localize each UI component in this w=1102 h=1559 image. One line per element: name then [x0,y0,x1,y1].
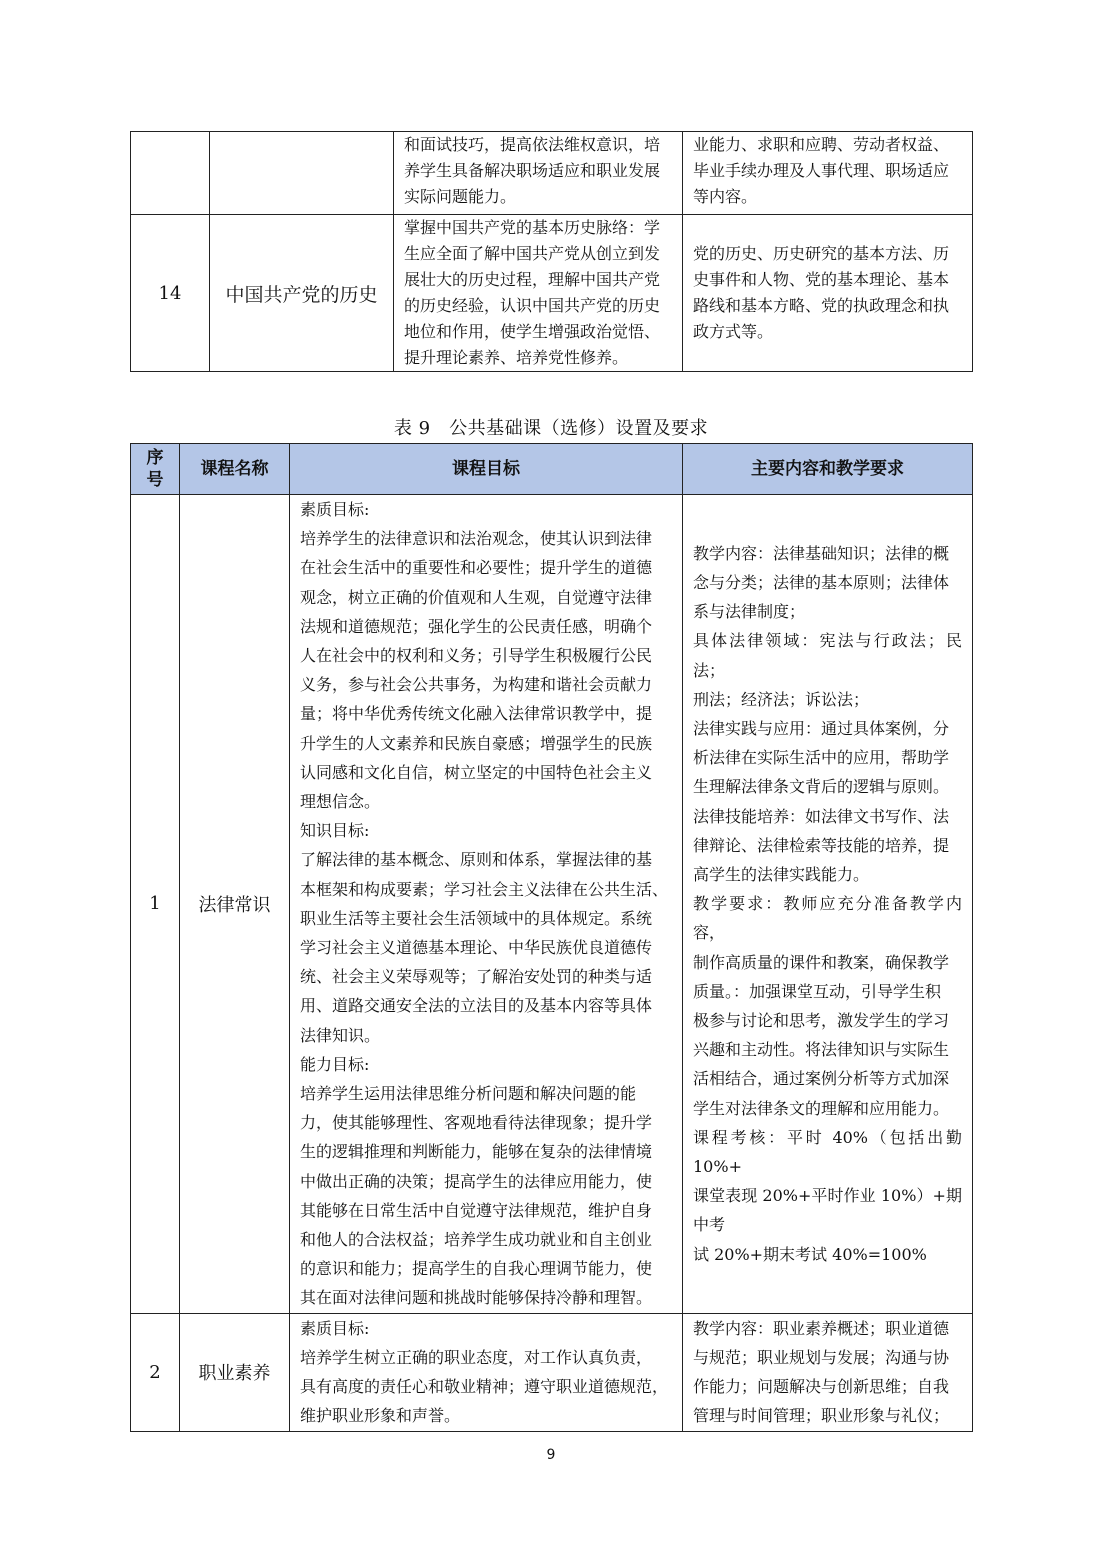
objective-line: 用、道路交通安全法的立法目的及基本内容等具体 [300,996,653,1016]
content-line: 课程考核：平时 40%（包括出勤 10%+ [693,1127,962,1177]
course-name: 中国共产党的历史 [210,215,394,372]
content-line: 作能力；问题解决与创新思维；自我 [693,1377,950,1397]
page-number: 9 [546,1447,556,1463]
content-line: 教学内容：职业素养概述；职业道德 [693,1318,950,1338]
objective-line: 在社会生活中的重要性和必要性；提升学生的道德 [300,558,653,578]
objective-line: 力，使其能够理性、客观地看待法律现象；提升学 [300,1113,653,1133]
objective-line: 维护职业形象和声誉。 [300,1406,461,1426]
content-line: 业能力、求职和应聘、劳动者权益、 [693,135,950,154]
row-number-cell [131,132,210,215]
row-number: 14 [131,215,210,372]
course-objective-cell [290,495,683,1314]
objective-line: 培养学生的法律意识和法治观念，使其认识到法律 [300,529,653,549]
content-line: 教学要求：教师应充分准备教学内容， [693,894,962,943]
content-line: 刑法；经济法；诉讼法； [693,689,870,709]
content-line: 与规范；职业规划与发展；沟通与协 [693,1347,950,1367]
objective-line: 知识目标: [300,821,370,841]
objective-line: 学习社会主义道德基本理论、中华民族优良道德传 [300,938,653,958]
course-content-cell [683,1313,973,1431]
objective-line: 的历史经验，认识中国共产党的历史 [404,296,661,315]
objective-line: 养学生具备解决职场适应和职业发展 [404,161,661,180]
content-line: 等内容。 [693,187,758,206]
content-line: 学生对法律条文的理解和应用能力。 [693,1098,950,1118]
table-caption: 表 9 公共基础课（选修）设置及要求 [393,418,709,439]
content-line: 析法律在实际生活中的应用，帮助学 [693,748,950,768]
objective-line: 培养学生树立正确的职业态度，对工作认真负责， [300,1347,653,1367]
content-line: 路线和基本方略、党的执政理念和执 [693,296,950,315]
content-line: 活相结合，通过案例分析等方式加深 [693,1069,950,1089]
objective-line: 理想信念。 [300,792,381,812]
content-line: 具体法律领域：宪法与行政法；民法； [693,631,962,680]
table-row [131,1313,973,1431]
objective-line: 能力目标: [300,1054,370,1074]
objective-line: 观念，树立正确的价值观和人生观，自觉遵守法律 [300,587,653,607]
objective-line: 生应全面了解中国共产党从创立到发 [404,244,661,263]
course-name-cell [210,132,394,215]
course-name: 法律常识 [180,495,290,1314]
continuation-table [130,131,973,372]
course-objective-cell [290,1313,683,1431]
course-objective-cell [394,132,683,215]
content-line: 毕业手续办理及人事代理、职场适应 [693,161,950,180]
course-content-cell [683,215,973,372]
elective-courses-table [130,443,973,1432]
objective-line: 其在面对法律问题和挑战时能够保持冷静和理智。 [300,1288,653,1308]
objective-line: 本框架和构成要素；学习社会主义法律在公共生活、 [300,879,669,899]
objective-line: 人在社会中的权利和义务；引导学生积极履行公民 [300,646,653,666]
objective-line: 素质目标: [300,500,370,519]
objective-line: 量；将中华优秀传统文化融入法律常识教学中，提 [300,704,653,724]
objective-line: 法规和道德规范；强化学生的公民责任感，明确个 [300,616,653,636]
objective-line: 的意识和能力；提高学生的自我心理调节能力，使 [300,1259,653,1279]
objective-line: 掌握中国共产党的基本历史脉络：学 [404,218,661,237]
objective-line: 其能够在日常生活中自觉遵守法律规范，维护自身 [300,1200,653,1220]
content-line: 质量。：加强课堂互动，引导学生积 [693,981,942,1001]
content-line: 高学生的法律实践能力。 [693,865,870,885]
objective-line: 升学生的人文素养和民族自豪感；增强学生的民族 [300,733,653,753]
row-number: 1 [131,495,180,1314]
table-header-row [131,444,973,495]
table-row [131,215,973,372]
content-line: 念与分类；法律的基本原则；法律体 [693,573,950,592]
objective-line: 义务，参与社会公共事务，为构建和谐社会贡献力 [300,675,653,695]
course-objective-cell [394,215,683,372]
content-line: 试 20%+期末考试 40%=100% [693,1244,927,1264]
objective-line: 和他人的合法权益；培养学生成功就业和自主创业 [300,1230,653,1250]
objective-line: 地位和作用，使学生增强政治觉悟、 [404,322,661,341]
objective-line: 认同感和文化自信，树立坚定的中国特色社会主义 [300,762,653,782]
table-row [131,495,973,1314]
objective-line: 职业生活等主要社会生活领域中的具体规定。系统 [300,908,653,928]
course-content-cell [683,132,973,215]
content-line: 党的历史、历史研究的基本方法、历 [693,244,950,263]
content-line: 政方式等。 [693,322,774,341]
row-number: 2 [131,1313,180,1431]
objective-line: 具有高度的责任心和敬业精神；遵守职业道德规范， [300,1377,669,1397]
content-line: 制作高质量的课件和教案，确保教学 [693,952,950,972]
objective-line: 培养学生运用法律思维分析问题和解决问题的能 [300,1084,637,1104]
course-name: 职业素养 [180,1313,290,1431]
objective-line: 和面试技巧，提高依法维权意识，培 [404,135,661,154]
content-line: 极参与讨论和思考，激发学生的学习 [693,1011,950,1031]
course-content-cell [683,495,973,1314]
content-line: 管理与时间管理；职业形象与礼仪； [693,1406,950,1426]
content-line: 法律技能培养：如法律文书写作、法 [693,806,950,826]
table-row [131,132,973,215]
objective-line: 了解法律的基本概念、原则和体系，掌握法律的基 [300,850,653,870]
objective-line: 实际问题能力。 [404,187,517,206]
content-line: 系与法律制度； [693,602,806,622]
objective-line: 素质目标: [300,1318,370,1338]
content-line: 兴趣和主动性。将法律知识与实际生 [693,1040,950,1060]
content-line: 律辩论、法律检索等技能的培养，提 [693,835,950,855]
objective-line: 生的逻辑推理和判断能力，能够在复杂的法律情境 [300,1142,653,1162]
header-course-name: 课程名称 [180,444,290,495]
header-number: 序号 [131,444,180,495]
content-line: 教学内容：法律基础知识；法律的概 [693,543,950,563]
objective-line: 统、社会主义荣辱观等；了解治安处罚的种类与适 [300,967,653,987]
objective-line: 中做出正确的决策；提高学生的法律应用能力，使 [300,1171,653,1191]
header-content-requirements: 主要内容和教学要求 [683,444,973,495]
content-line: 生理解法律条文背后的逻辑与原则。 [693,777,950,797]
objective-line: 提升理论素养、培养党性修养。 [404,348,629,367]
content-line: 史事件和人物、党的基本理论、基本 [693,270,950,289]
content-line: 课堂表现 20%+平时作业 10%）+期中考 [693,1186,962,1235]
header-course-objective: 课程目标 [290,444,683,495]
objective-line: 法律知识。 [300,1025,381,1045]
objective-line: 展壮大的历史过程，理解中国共产党 [404,270,661,289]
content-line: 法律实践与应用：通过具体案例，分 [693,719,950,739]
